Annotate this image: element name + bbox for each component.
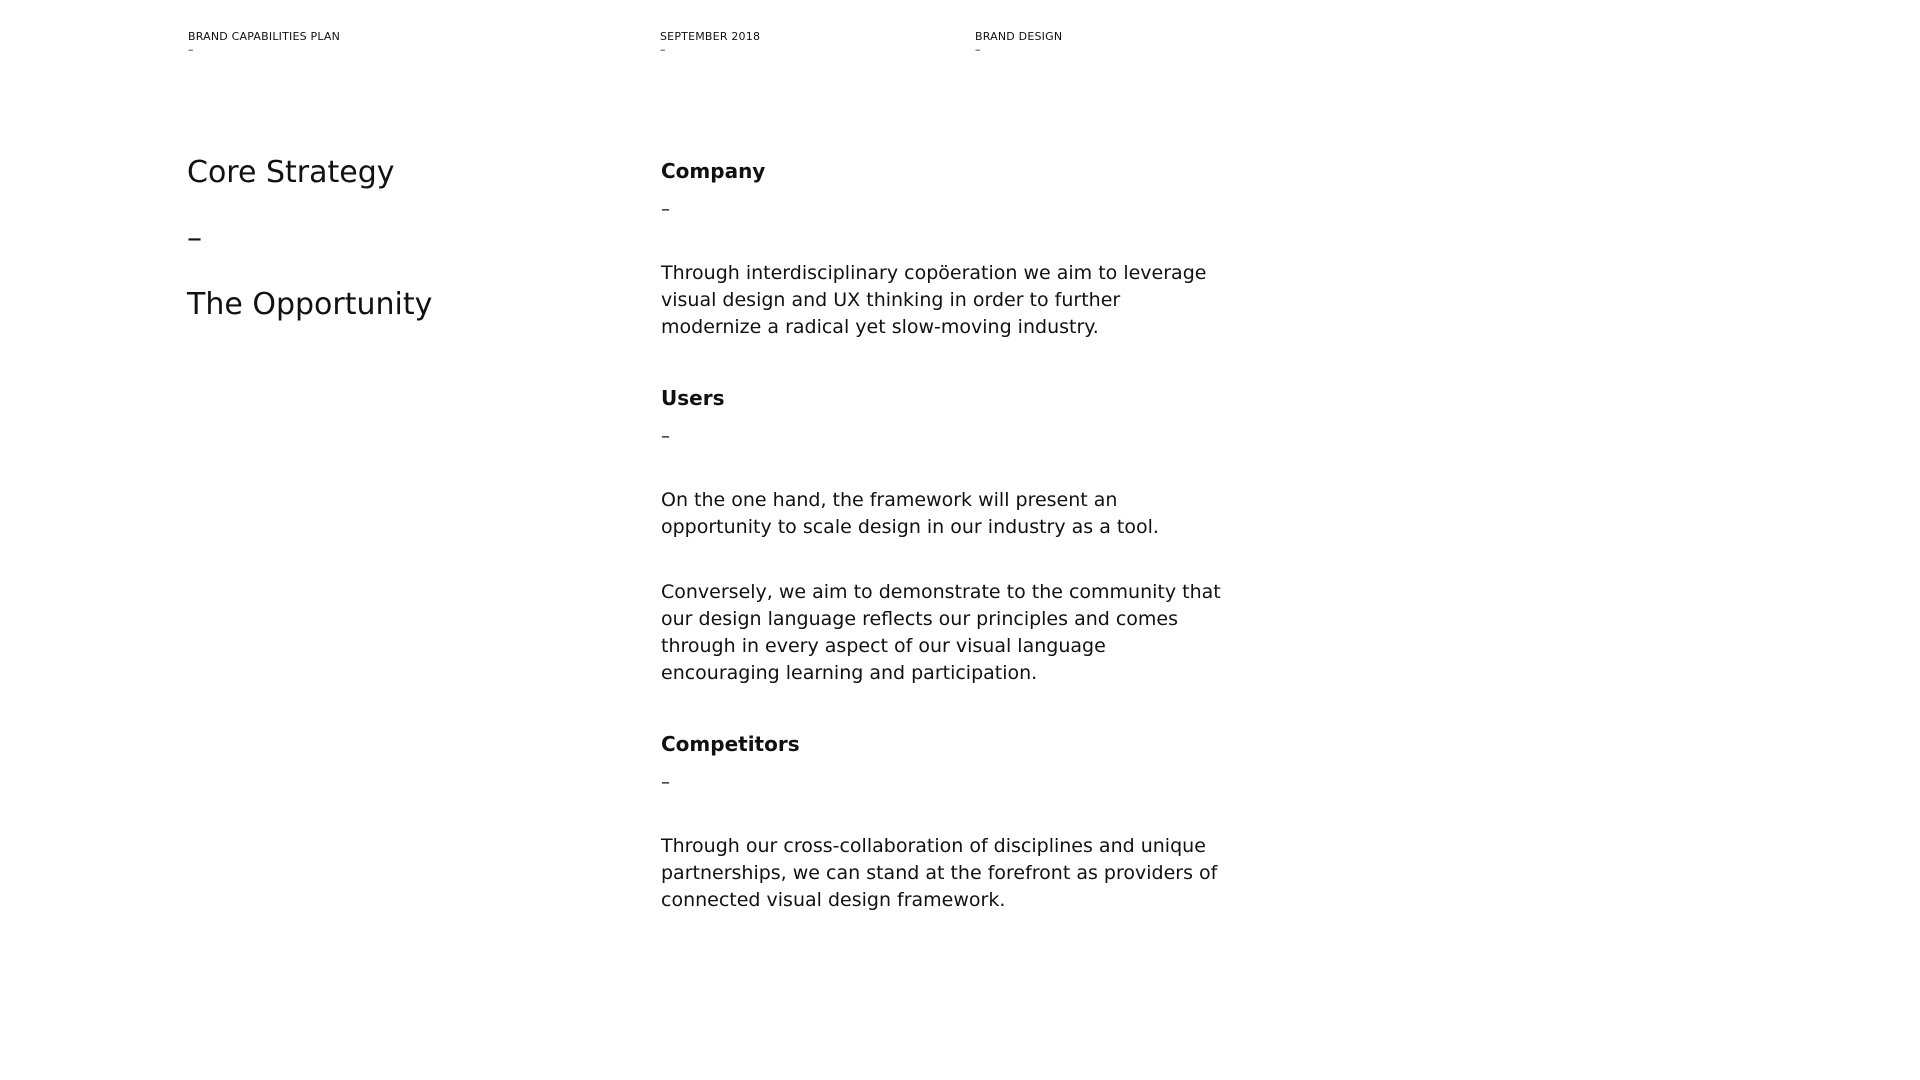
section-dash: –	[661, 199, 670, 220]
section-dash: –	[661, 772, 670, 793]
section-title: Users	[661, 386, 725, 410]
section-title: Competitors	[661, 732, 800, 756]
header-date-dash: –	[660, 43, 666, 56]
page-title: Core Strategy	[187, 155, 395, 190]
header-plan-dash: –	[188, 43, 194, 56]
header-department-dash: –	[975, 43, 981, 56]
section-paragraph: On the one hand, the framework will present an opportunity to scale design in our industry as a tool.	[661, 489, 1159, 538]
page-subtitle: The Opportunity	[187, 287, 433, 322]
section-users	[661, 385, 1231, 687]
header-plan	[188, 30, 340, 56]
left-column	[187, 155, 647, 323]
section-title: Company	[661, 159, 766, 183]
section-competitors	[661, 731, 1231, 914]
header-department-label: BRAND DESIGN	[975, 30, 1063, 43]
header-date	[660, 30, 760, 56]
title-dash: –	[187, 221, 202, 256]
section-paragraph: Through interdisciplinary copöeration we aim to leverage visual design and UX thinking in order to further modernize a radical yet slow-moving industry.	[661, 262, 1207, 338]
section-paragraph: Conversely, we aim to demonstrate to the community that our design language reflects our principles and comes through in every aspect of our visual language encouraging learning and participation.	[661, 581, 1221, 684]
section-dash: –	[661, 426, 670, 447]
right-column	[661, 158, 1231, 914]
header-date-label: SEPTEMBER 2018	[660, 30, 761, 43]
section-paragraph: Through our cross-collaboration of disciplines and unique partnerships, we can stand at the forefront as providers of connected visual design framework.	[661, 835, 1218, 911]
header-plan-label: BRAND CAPABILITIES PLAN	[188, 30, 341, 43]
header-department	[975, 30, 1062, 56]
section-company	[661, 158, 1231, 341]
